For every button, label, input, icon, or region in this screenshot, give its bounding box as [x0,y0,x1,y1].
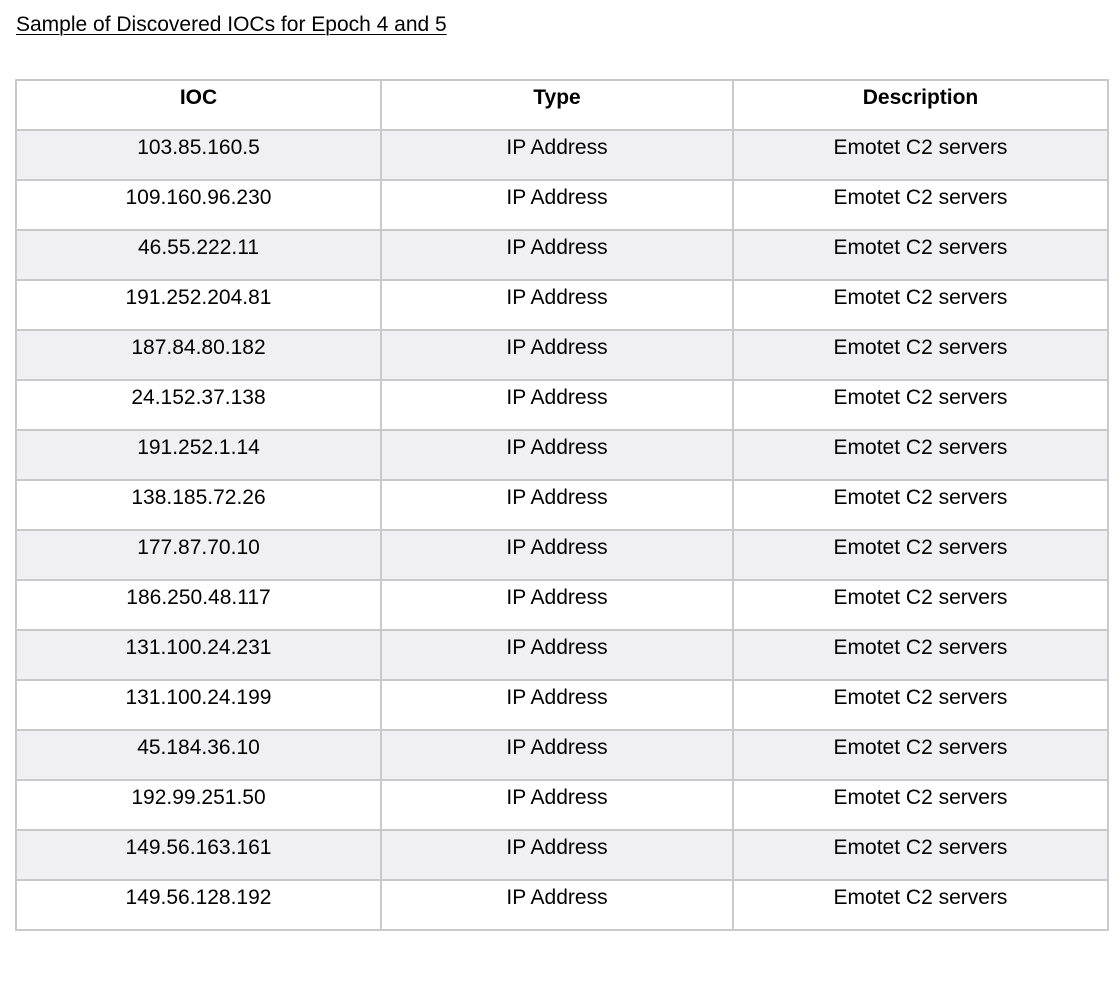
cell-type: IP Address [381,180,733,230]
cell-description: Emotet C2 servers [733,780,1108,830]
header-ioc: IOC [16,80,381,130]
cell-type: IP Address [381,530,733,580]
table-row [16,330,1108,380]
cell-type: IP Address [381,380,733,430]
cell-type: IP Address [381,230,733,280]
cell-description: Emotet C2 servers [733,130,1108,180]
cell-type: IP Address [381,280,733,330]
cell-ioc: 138.185.72.26 [16,480,381,530]
cell-ioc: 192.99.251.50 [16,780,381,830]
header-type: Type [381,80,733,130]
cell-ioc: 187.84.80.182 [16,330,381,380]
cell-type: IP Address [381,680,733,730]
cell-description: Emotet C2 servers [733,480,1108,530]
cell-ioc: 131.100.24.231 [16,630,381,680]
table-header [16,80,1108,130]
cell-description: Emotet C2 servers [733,180,1108,230]
cell-type: IP Address [381,330,733,380]
cell-description: Emotet C2 servers [733,680,1108,730]
cell-description: Emotet C2 servers [733,380,1108,430]
cell-description: Emotet C2 servers [733,580,1108,630]
cell-ioc: 103.85.160.5 [16,130,381,180]
cell-ioc: 149.56.128.192 [16,880,381,930]
table-row [16,630,1108,680]
cell-ioc: 46.55.222.11 [16,230,381,280]
cell-description: Emotet C2 servers [733,830,1108,880]
cell-type: IP Address [381,430,733,480]
cell-ioc: 191.252.1.14 [16,430,381,480]
table-row [16,180,1108,230]
cell-type: IP Address [381,830,733,880]
cell-type: IP Address [381,730,733,780]
table-row [16,530,1108,580]
cell-type: IP Address [381,480,733,530]
cell-description: Emotet C2 servers [733,530,1108,580]
table-row [16,480,1108,530]
cell-description: Emotet C2 servers [733,230,1108,280]
cell-description: Emotet C2 servers [733,430,1108,480]
table-row [16,430,1108,480]
cell-type: IP Address [381,130,733,180]
document-title: Sample of Discovered IOCs for Epoch 4 and 5 [16,13,447,36]
cell-description: Emotet C2 servers [733,880,1108,930]
cell-description: Emotet C2 servers [733,280,1108,330]
cell-description: Emotet C2 servers [733,630,1108,680]
ioc-table [15,79,1109,931]
header-description: Description [733,80,1108,130]
cell-ioc: 24.152.37.138 [16,380,381,430]
cell-ioc: 177.87.70.10 [16,530,381,580]
cell-type: IP Address [381,880,733,930]
cell-type: IP Address [381,780,733,830]
table-row [16,780,1108,830]
table-row [16,880,1108,930]
cell-type: IP Address [381,580,733,630]
cell-ioc: 186.250.48.117 [16,580,381,630]
table-row [16,830,1108,880]
cell-ioc: 149.56.163.161 [16,830,381,880]
table-row [16,380,1108,430]
table-row [16,130,1108,180]
cell-type: IP Address [381,630,733,680]
cell-ioc: 191.252.204.81 [16,280,381,330]
table-row [16,680,1108,730]
table-row [16,230,1108,280]
cell-description: Emotet C2 servers [733,730,1108,780]
cell-description: Emotet C2 servers [733,330,1108,380]
table-row [16,730,1108,780]
cell-ioc: 109.160.96.230 [16,180,381,230]
cell-ioc: 45.184.36.10 [16,730,381,780]
cell-ioc: 131.100.24.199 [16,680,381,730]
table-body [16,130,1108,930]
table-row [16,280,1108,330]
table-row [16,580,1108,630]
header-row [16,80,1108,130]
